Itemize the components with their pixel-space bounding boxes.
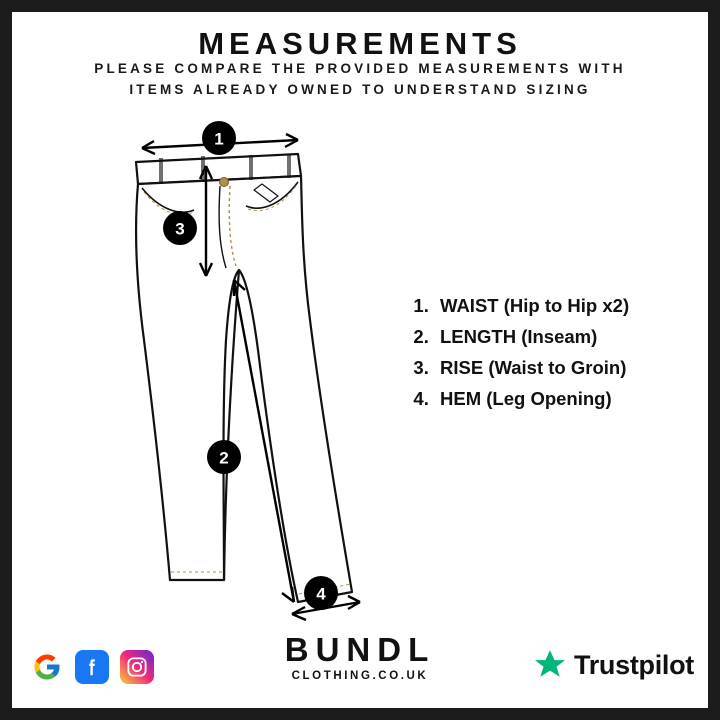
facebook-icon[interactable] xyxy=(75,650,109,684)
trustpilot-star-icon xyxy=(533,648,567,682)
callout-2 xyxy=(207,440,241,474)
callout-1-label: 1 xyxy=(214,129,224,149)
page-title: MEASUREMENTS xyxy=(198,26,522,61)
legend-item-length: 2. LENGTH (Inseam) xyxy=(434,321,704,352)
brand-website: CLOTHING.CO.UK xyxy=(291,670,429,682)
page-subtitle xyxy=(12,58,708,100)
social-links xyxy=(30,650,154,684)
jeans-diagram xyxy=(102,110,402,630)
instagram-icon[interactable] xyxy=(120,650,154,684)
callout-2-label: 2 xyxy=(219,448,229,468)
callout-1 xyxy=(202,121,236,155)
trustpilot-badge[interactable] xyxy=(533,648,694,682)
subtitle-line-2: ITEMS ALREADY OWNED TO UNDERSTAND SIZING xyxy=(129,82,591,97)
measurement-legend xyxy=(404,290,704,414)
brand-name: BUNDL xyxy=(284,631,436,668)
legend-item-waist: 1. WAIST (Hip to Hip x2) xyxy=(434,290,704,321)
legend-item-hem: 4. HEM (Leg Opening) xyxy=(434,383,704,414)
callout-4-label: 4 xyxy=(316,584,326,604)
callout-4 xyxy=(304,576,338,610)
legend-item-rise: 3. RISE (Waist to Groin) xyxy=(434,352,704,383)
length-arrow-head-bottom xyxy=(282,587,294,602)
callout-3-label: 3 xyxy=(175,219,185,239)
trustpilot-label: Trustpilot xyxy=(574,649,694,680)
callout-3 xyxy=(163,211,197,245)
subtitle-line-1: PLEASE COMPARE THE PROVIDED MEASUREMENTS WITH xyxy=(94,61,626,76)
google-icon[interactable] xyxy=(30,650,64,684)
